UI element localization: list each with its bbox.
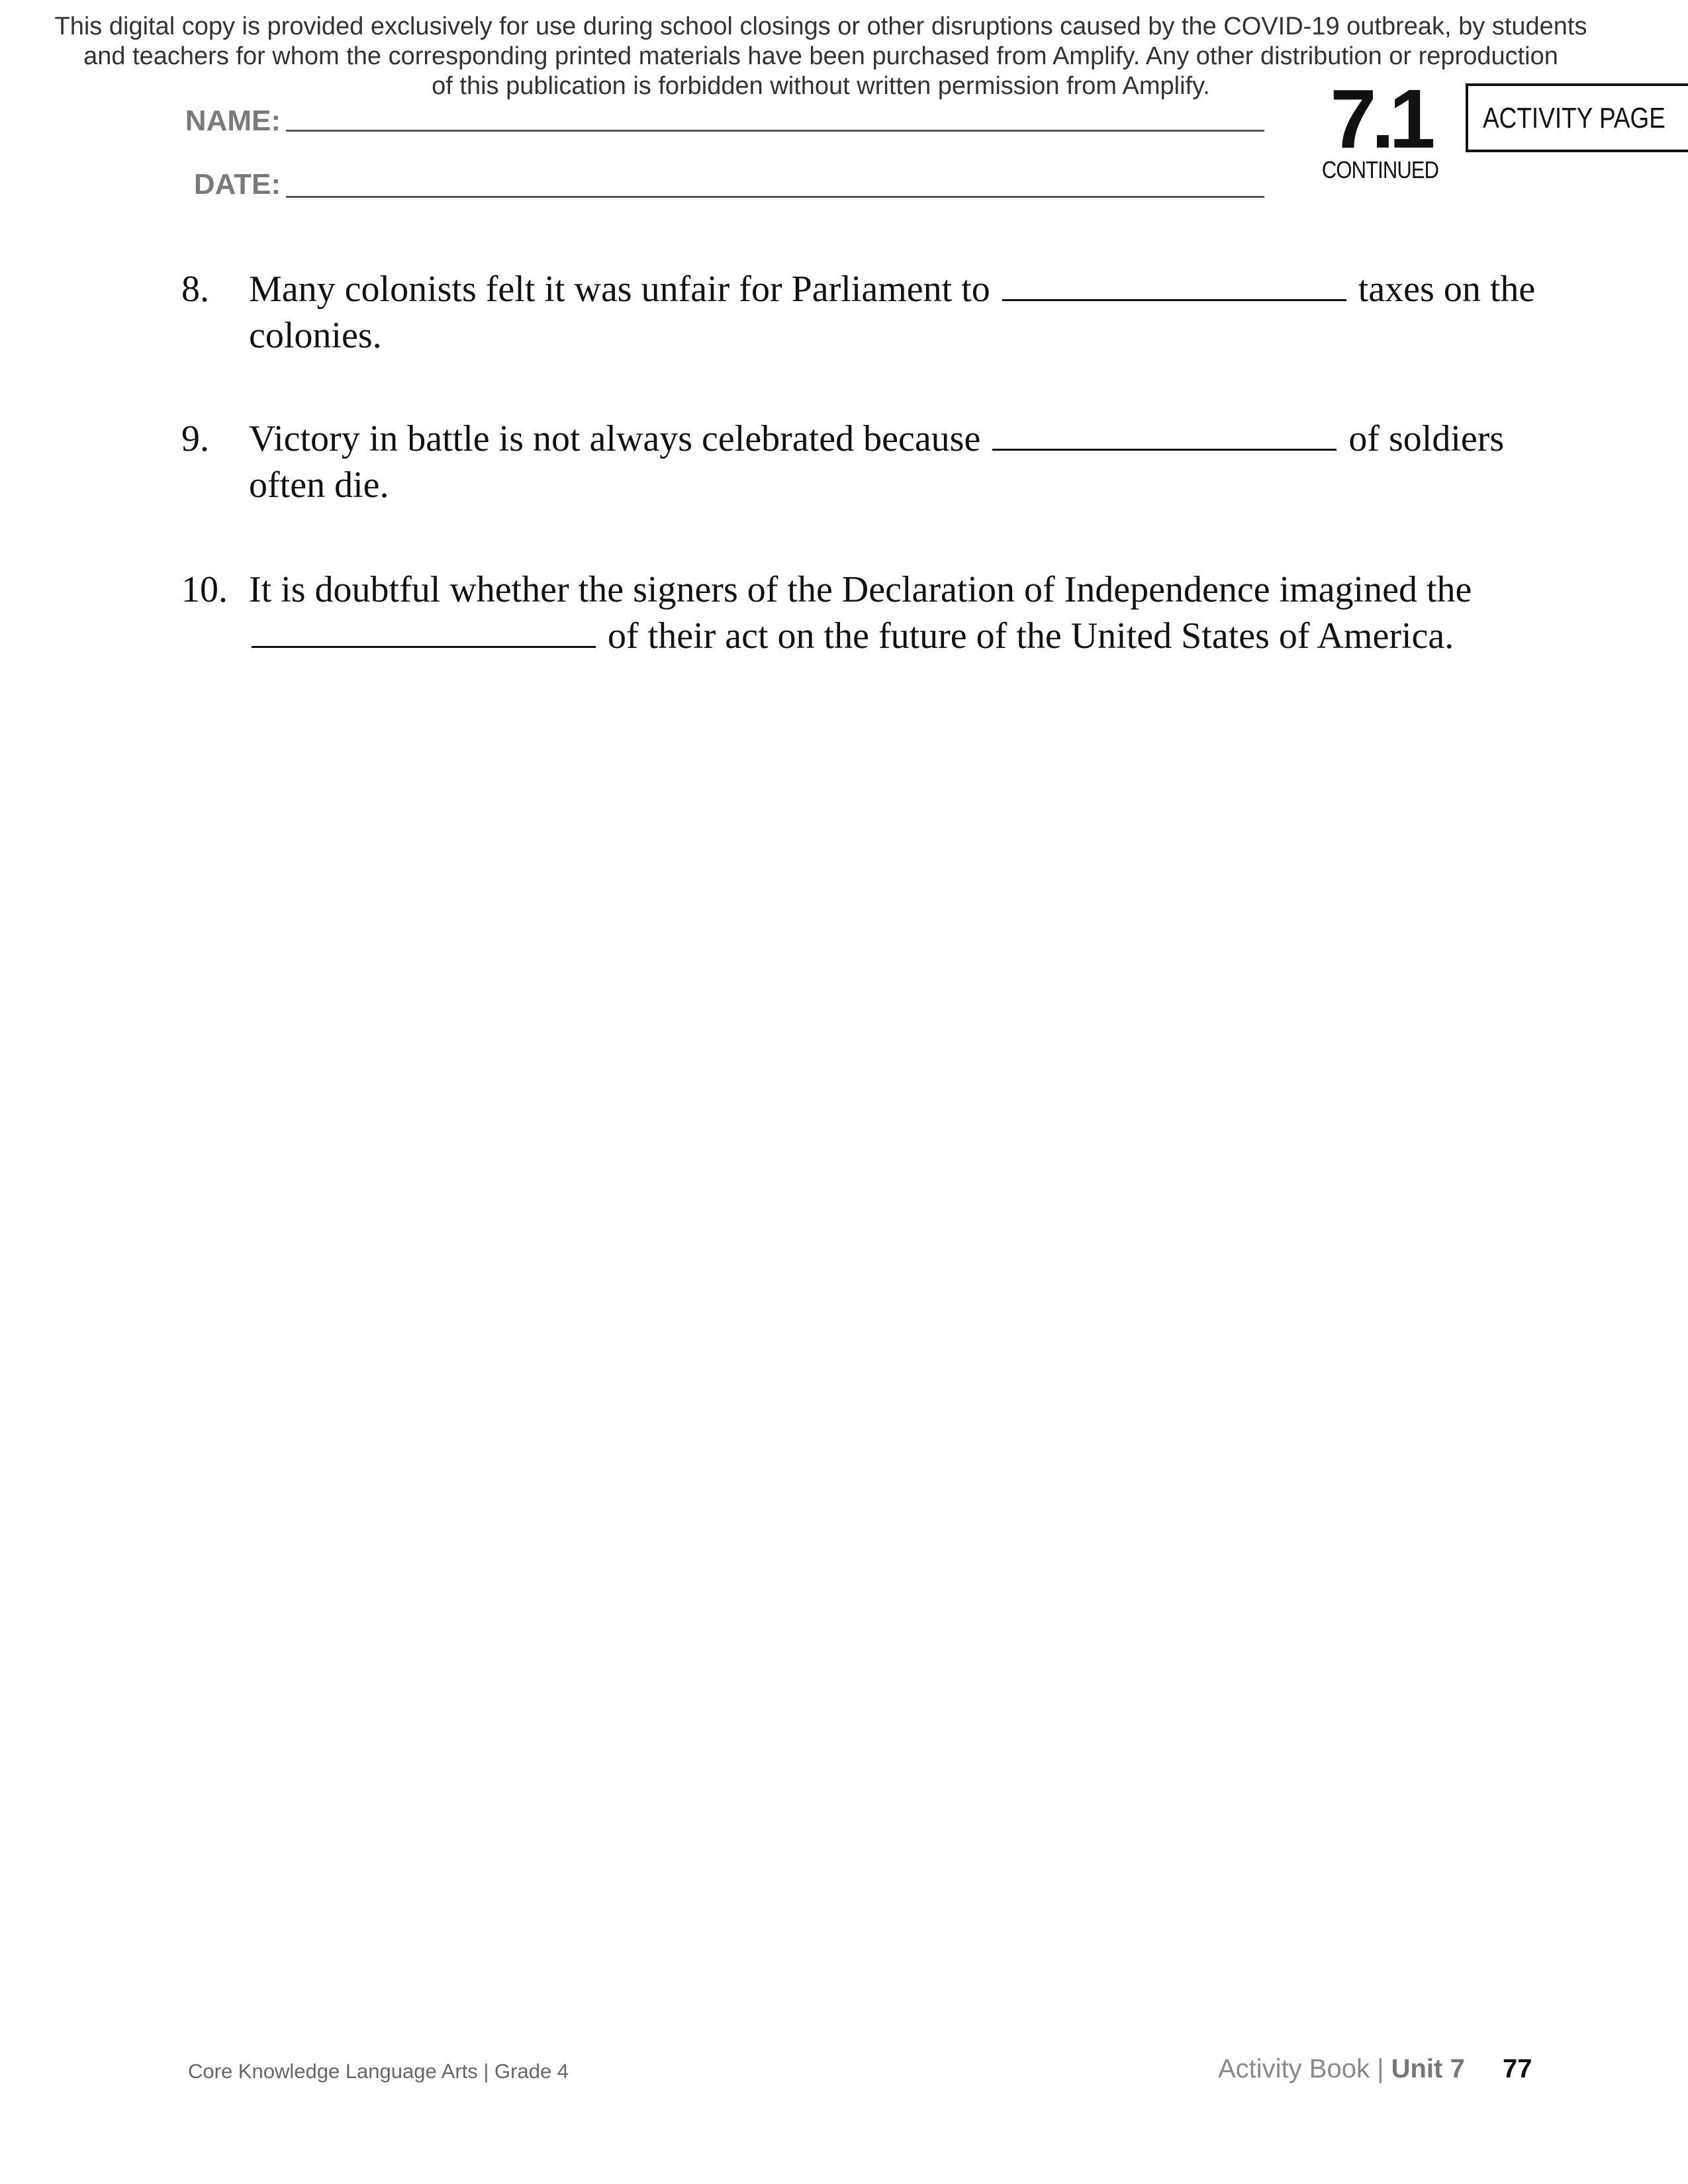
question-text-after: of soldiers often die. — [249, 418, 1505, 506]
answer-blank[interactable] — [252, 615, 596, 648]
question-number: 10. — [181, 569, 228, 610]
question-text-after: taxes on the colonies. — [249, 269, 1536, 356]
continued-label: CONTINUED — [1321, 156, 1439, 183]
notice-line: This digital copy is provided exclusively for use during school closings or other disruptions caused by the COVID-19 outbreak, by students — [54, 13, 1587, 40]
question-text — [249, 567, 1558, 659]
question-number: 8. — [181, 269, 209, 310]
activity-page-label: ACTIVITY PAGE — [1483, 102, 1665, 134]
page-number: 77 — [1503, 2054, 1532, 2083]
footer-book-label: Activity Book | — [1218, 2054, 1384, 2083]
answer-blank[interactable] — [1002, 269, 1346, 301]
lesson-number: 7.1 — [1330, 72, 1430, 165]
question-text-after: of their act on the future of the United States of America. — [608, 615, 1454, 657]
question-text-before: Many colonists felt it was unfair for Parliament to — [249, 269, 990, 310]
question-text-before: Victory in battle is not always celebrated because — [249, 418, 981, 459]
question-text — [249, 266, 1558, 359]
notice-line: of this publication is forbidden without written permission from Amplify. — [432, 72, 1210, 100]
answer-blank[interactable] — [992, 418, 1336, 451]
question-text — [249, 416, 1558, 508]
question-number: 9. — [181, 418, 209, 459]
date-line — [286, 196, 1264, 198]
footer-series-title: Core Knowledge Language Arts | Grade 4 — [188, 2060, 569, 2083]
name-label: NAME: — [185, 105, 281, 137]
footer-unit-label: Unit 7 — [1391, 2054, 1465, 2083]
question-8 — [181, 266, 1558, 359]
date-label: DATE: — [193, 168, 281, 201]
notice-line: and teachers for whom the corresponding printed materials have been purchased from Amplify. Any other distribution or reproduction — [83, 42, 1558, 70]
question-text-before: It is doubtful whether the signers of the Declaration of Independence imagined the — [249, 569, 1472, 610]
question-9 — [181, 416, 1558, 508]
name-line — [286, 130, 1264, 132]
activity-page-box — [1466, 83, 1688, 152]
footer-book-unit — [1218, 2054, 1465, 2084]
question-10 — [181, 567, 1558, 659]
